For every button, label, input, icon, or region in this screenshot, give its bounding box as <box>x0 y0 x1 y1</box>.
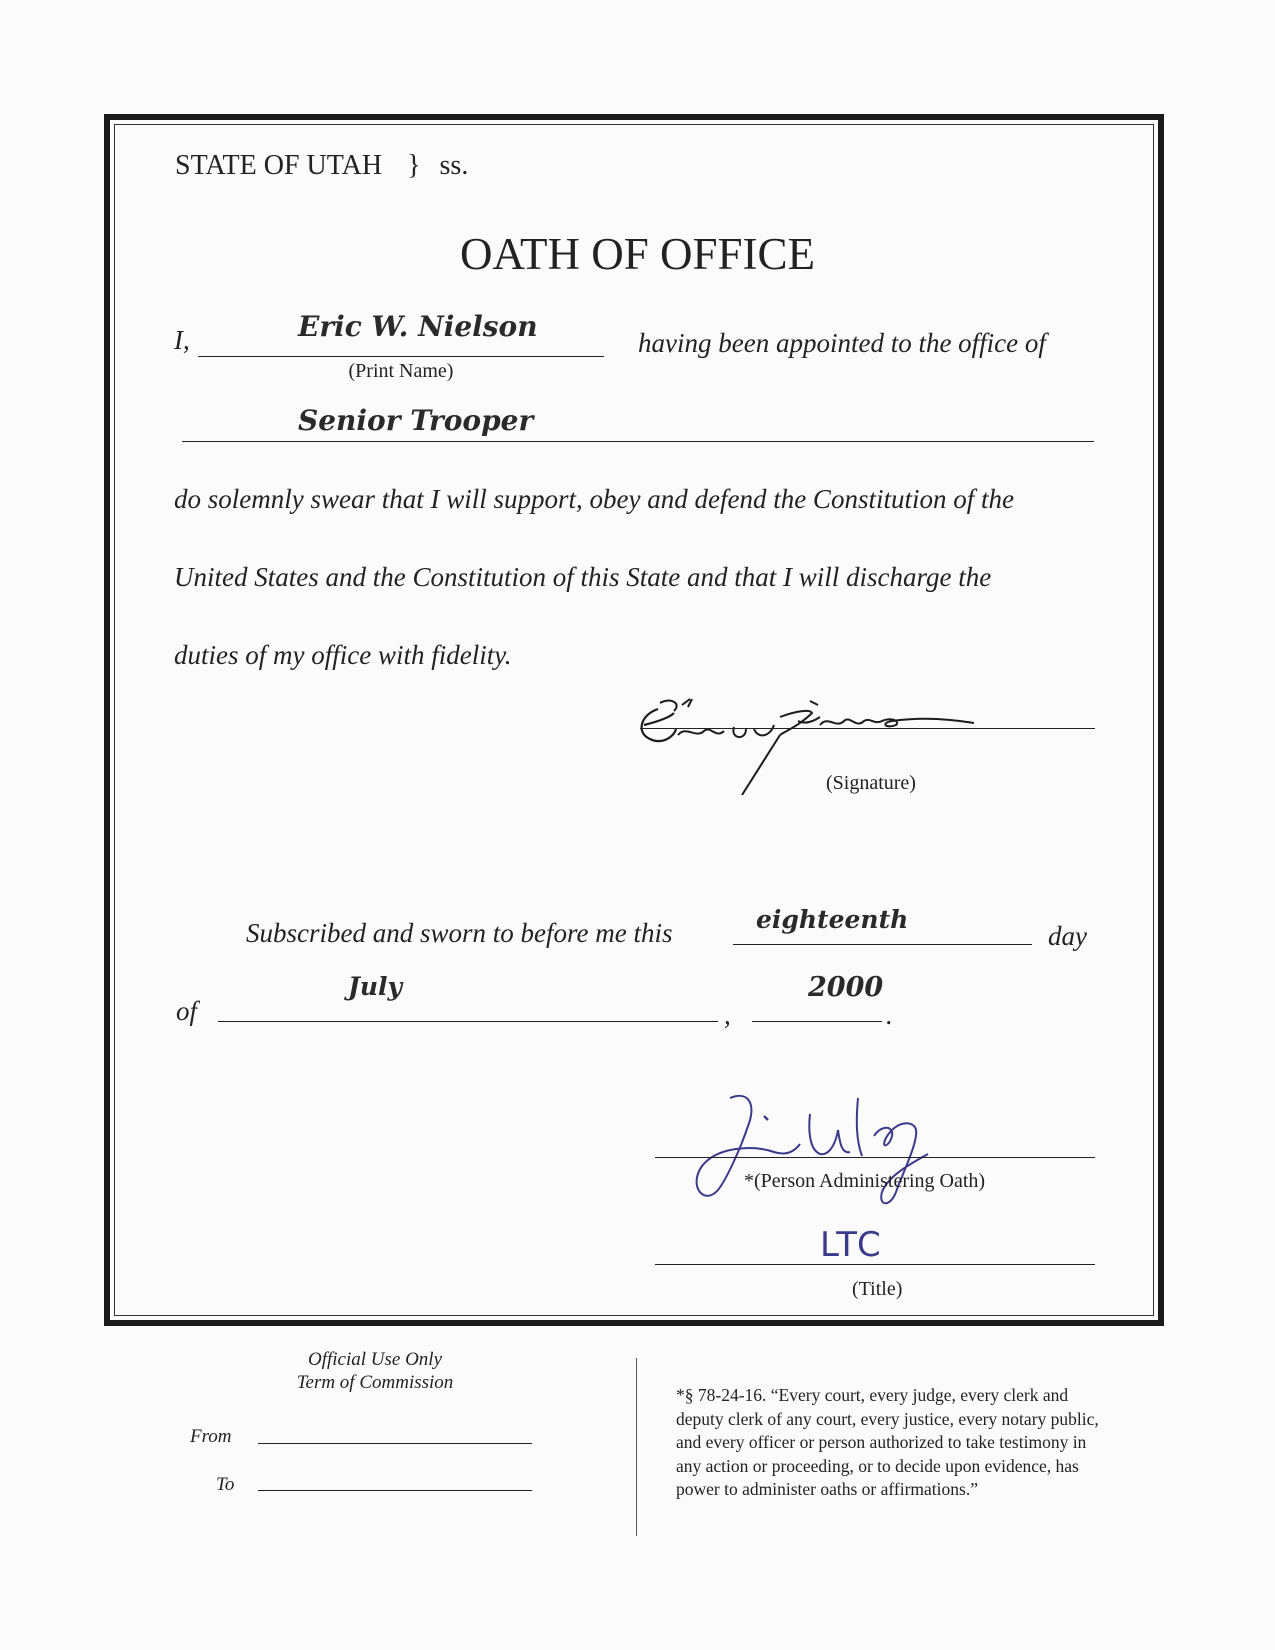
year-line <box>752 1021 882 1022</box>
print-name-caption: (Print Name) <box>348 360 454 382</box>
page-title: OATH OF OFFICE <box>459 229 816 279</box>
oath-line-2: United States and the Constitution of this State and that I will discharge the <box>174 562 992 592</box>
sworn-day-value: eighteenth <box>756 905 909 934</box>
state-label: STATE OF UTAH <box>175 150 383 181</box>
signature-line <box>640 728 1095 729</box>
title-line <box>655 1264 1095 1265</box>
i-label: I, <box>174 325 190 355</box>
statute-line-2: deputy clerk of any court, every justice, every notary public, <box>676 1408 1099 1429</box>
statute-line-3: and every officer or person authorized to take testimony in <box>676 1432 1087 1452</box>
to-label: To <box>216 1474 235 1495</box>
office-value: Senior Trooper <box>298 404 534 437</box>
year-period: . <box>886 1000 893 1030</box>
day-line <box>733 944 1032 945</box>
day-label: day <box>1048 921 1087 951</box>
sworn-month-value: July <box>348 972 403 1001</box>
term-of-commission-label: Term of Commission <box>296 1372 454 1393</box>
state-heading <box>175 150 468 182</box>
sworn-year-value: 2000 <box>808 972 884 1003</box>
official-use-label: Official Use Only <box>307 1349 443 1370</box>
statute-line-1: *§ 78-24-16. “Every court, every judge, every clerk and <box>676 1385 1069 1405</box>
month-line <box>218 1021 718 1022</box>
administrator-title-value: LTC <box>820 1225 883 1265</box>
sworn-text: Subscribed and sworn to before me this <box>246 918 673 948</box>
appointed-text: having been appointed to the office of <box>638 328 1046 358</box>
statute-note <box>676 1384 1099 1502</box>
from-line <box>258 1443 532 1444</box>
signature-caption: (Signature) <box>826 772 916 794</box>
oath-line-3: duties of my office with fidelity. <box>174 640 512 670</box>
oath-line-1: do solemnly swear that I will support, obey and defend the Constitution of the <box>174 484 1014 514</box>
administrator-caption: *(Person Administering Oath) <box>744 1170 986 1192</box>
section-divider <box>636 1358 637 1536</box>
month-comma: , <box>724 1000 731 1030</box>
printed-name-value: Eric W. Nielson <box>298 310 538 343</box>
of-label: of <box>176 996 198 1026</box>
administrator-line <box>655 1157 1095 1158</box>
to-line <box>258 1490 532 1491</box>
ss-label: ss. <box>439 150 469 181</box>
brace-mark: } <box>407 150 421 181</box>
statute-line-4: any action or proceeding, or to decide upon evidence, has <box>676 1455 1079 1476</box>
title-caption: (Title) <box>852 1278 903 1300</box>
from-label: From <box>190 1426 232 1447</box>
administrator-signature <box>690 1080 980 1220</box>
statute-line-5: power to administer oaths or affirmations.” <box>676 1479 978 1499</box>
print-name-line <box>198 356 604 357</box>
office-line <box>182 441 1094 442</box>
